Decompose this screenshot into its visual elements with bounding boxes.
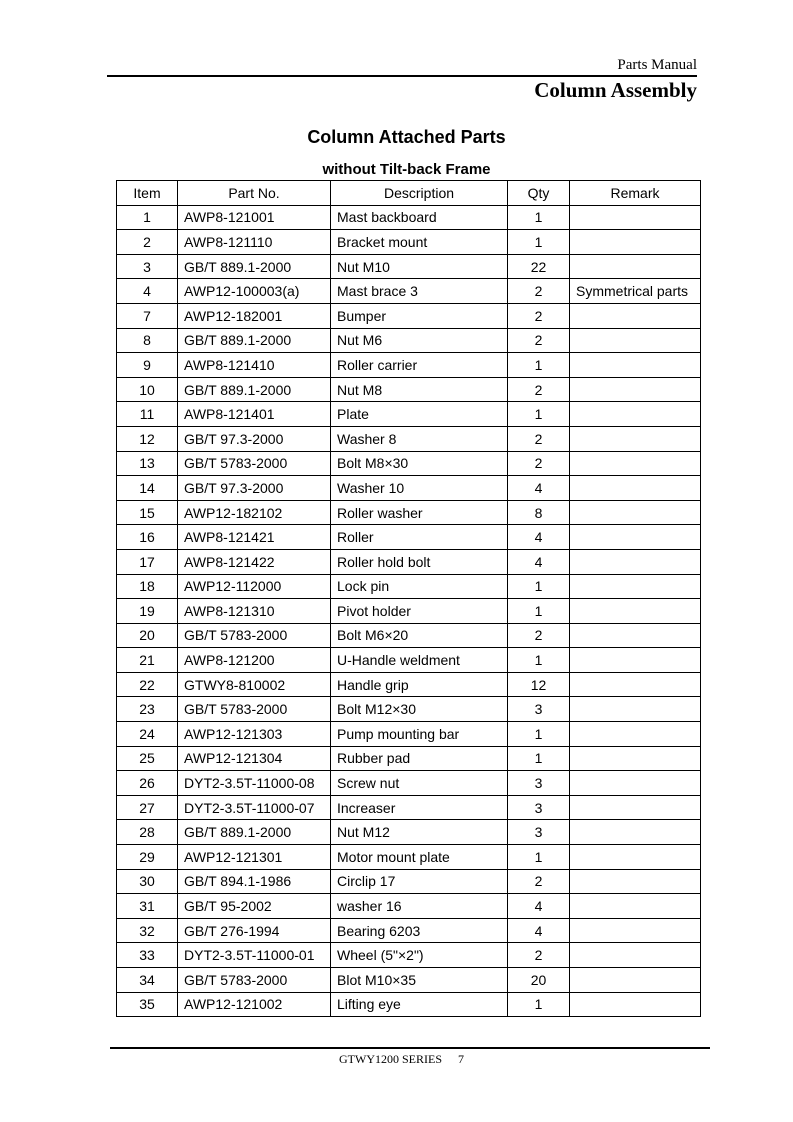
table-row — [117, 623, 701, 648]
cell-description: Nut M10 — [331, 254, 508, 279]
cell-qty: 2 — [508, 943, 570, 968]
cell-part-no: AWP12-112000 — [178, 574, 331, 599]
cell-qty: 4 — [508, 525, 570, 550]
cell-qty: 20 — [508, 968, 570, 993]
cell-qty: 2 — [508, 623, 570, 648]
cell-item: 3 — [117, 254, 178, 279]
cell-description: Roller — [331, 525, 508, 550]
table-row — [117, 353, 701, 378]
cell-item: 25 — [117, 746, 178, 771]
cell-part-no: GB/T 889.1-2000 — [178, 254, 331, 279]
cell-part-no: GB/T 889.1-2000 — [178, 820, 331, 845]
cell-item: 23 — [117, 697, 178, 722]
cell-remark — [570, 648, 701, 673]
cell-qty: 1 — [508, 230, 570, 255]
cell-part-no: AWP12-121303 — [178, 722, 331, 747]
table-row — [117, 574, 701, 599]
page-title: Column Attached Parts — [307, 127, 506, 147]
cell-description: Washer 8 — [331, 426, 508, 451]
cell-remark — [570, 697, 701, 722]
cell-description: Motor mount plate — [331, 845, 508, 870]
table-row — [117, 525, 701, 550]
cell-qty: 1 — [508, 599, 570, 624]
cell-description: Plate — [331, 402, 508, 427]
cell-item: 16 — [117, 525, 178, 550]
cell-qty: 2 — [508, 451, 570, 476]
cell-item: 7 — [117, 303, 178, 328]
cell-description: Nut M8 — [331, 377, 508, 402]
column-header-item: Item — [117, 181, 178, 206]
cell-item: 22 — [117, 672, 178, 697]
column-header-qty: Qty — [508, 181, 570, 206]
cell-qty: 2 — [508, 869, 570, 894]
cell-item: 20 — [117, 623, 178, 648]
cell-remark — [570, 623, 701, 648]
cell-remark — [570, 845, 701, 870]
cell-part-no: AWP12-121301 — [178, 845, 331, 870]
cell-description: Roller carrier — [331, 353, 508, 378]
cell-description: Lock pin — [331, 574, 508, 599]
cell-item: 29 — [117, 845, 178, 870]
table-row — [117, 599, 701, 624]
cell-description: Nut M12 — [331, 820, 508, 845]
cell-item: 30 — [117, 869, 178, 894]
cell-description: Nut M6 — [331, 328, 508, 353]
cell-part-no: AWP12-121304 — [178, 746, 331, 771]
parts-table — [116, 180, 701, 1017]
table-row — [117, 869, 701, 894]
cell-description: Mast brace 3 — [331, 279, 508, 304]
cell-remark — [570, 968, 701, 993]
table-row — [117, 722, 701, 747]
parts-table-body — [117, 205, 701, 1017]
cell-item: 15 — [117, 500, 178, 525]
cell-description: Roller washer — [331, 500, 508, 525]
header-manual-label: Parts Manual — [617, 57, 697, 73]
cell-qty: 1 — [508, 992, 570, 1017]
cell-description: Pivot holder — [331, 599, 508, 624]
cell-part-no: AWP8-121422 — [178, 549, 331, 574]
cell-remark — [570, 722, 701, 747]
cell-remark — [570, 377, 701, 402]
cell-remark — [570, 746, 701, 771]
cell-description: Wheel (5"×2") — [331, 943, 508, 968]
table-row — [117, 500, 701, 525]
table-row — [117, 230, 701, 255]
cell-remark — [570, 402, 701, 427]
cell-description: Circlip 17 — [331, 869, 508, 894]
cell-qty: 4 — [508, 549, 570, 574]
cell-remark: Symmetrical parts — [570, 279, 701, 304]
table-row — [117, 549, 701, 574]
cell-item: 35 — [117, 992, 178, 1017]
cell-qty: 1 — [508, 402, 570, 427]
cell-remark — [570, 353, 701, 378]
table-row — [117, 303, 701, 328]
cell-description: Bearing 6203 — [331, 918, 508, 943]
cell-item: 24 — [117, 722, 178, 747]
cell-part-no: DYT2-3.5T-11000-01 — [178, 943, 331, 968]
table-row — [117, 451, 701, 476]
cell-item: 2 — [117, 230, 178, 255]
cell-part-no: AWP8-121310 — [178, 599, 331, 624]
cell-qty: 1 — [508, 746, 570, 771]
table-row — [117, 697, 701, 722]
cell-item: 18 — [117, 574, 178, 599]
footer-rule — [110, 1047, 710, 1049]
table-row — [117, 402, 701, 427]
cell-item: 21 — [117, 648, 178, 673]
column-header-remark: Remark — [570, 181, 701, 206]
cell-description: Bumper — [331, 303, 508, 328]
cell-remark — [570, 869, 701, 894]
cell-part-no: AWP12-100003(a) — [178, 279, 331, 304]
table-row — [117, 426, 701, 451]
cell-qty: 4 — [508, 476, 570, 501]
cell-part-no: GB/T 889.1-2000 — [178, 328, 331, 353]
cell-qty: 3 — [508, 820, 570, 845]
cell-description: Lifting eye — [331, 992, 508, 1017]
cell-item: 1 — [117, 205, 178, 230]
cell-qty: 3 — [508, 795, 570, 820]
cell-part-no: GB/T 276-1994 — [178, 918, 331, 943]
cell-remark — [570, 574, 701, 599]
cell-part-no: AWP8-121401 — [178, 402, 331, 427]
cell-part-no: GB/T 95-2002 — [178, 894, 331, 919]
cell-description: Washer 10 — [331, 476, 508, 501]
cell-qty: 4 — [508, 918, 570, 943]
cell-part-no: GB/T 97.3-2000 — [178, 476, 331, 501]
cell-remark — [570, 426, 701, 451]
header-rule — [107, 75, 697, 77]
cell-description: Bracket mount — [331, 230, 508, 255]
cell-part-no: GTWY8-810002 — [178, 672, 331, 697]
cell-description: Screw nut — [331, 771, 508, 796]
cell-part-no: AWP8-121001 — [178, 205, 331, 230]
cell-part-no: AWP12-121002 — [178, 992, 331, 1017]
table-row — [117, 943, 701, 968]
cell-item: 31 — [117, 894, 178, 919]
column-header-part-no: Part No. — [178, 181, 331, 206]
cell-qty: 1 — [508, 353, 570, 378]
table-row — [117, 279, 701, 304]
cell-part-no: GB/T 889.1-2000 — [178, 377, 331, 402]
cell-remark — [570, 500, 701, 525]
table-row — [117, 820, 701, 845]
cell-qty: 1 — [508, 574, 570, 599]
table-row — [117, 894, 701, 919]
page-subtitle: without Tilt-back Frame — [322, 161, 491, 178]
header-section-title: Column Assembly — [534, 78, 697, 102]
cell-remark — [570, 894, 701, 919]
table-row — [117, 254, 701, 279]
cell-description: Bolt M6×20 — [331, 623, 508, 648]
cell-qty: 2 — [508, 279, 570, 304]
cell-remark — [570, 795, 701, 820]
cell-description: U-Handle weldment — [331, 648, 508, 673]
cell-part-no: DYT2-3.5T-11000-07 — [178, 795, 331, 820]
cell-remark — [570, 549, 701, 574]
table-row — [117, 377, 701, 402]
cell-part-no: DYT2-3.5T-11000-08 — [178, 771, 331, 796]
cell-item: 33 — [117, 943, 178, 968]
cell-description: washer 16 — [331, 894, 508, 919]
table-row — [117, 771, 701, 796]
cell-remark — [570, 230, 701, 255]
cell-description: Roller hold bolt — [331, 549, 508, 574]
cell-qty: 12 — [508, 672, 570, 697]
cell-description: Handle grip — [331, 672, 508, 697]
cell-item: 17 — [117, 549, 178, 574]
footer-series: GTWY1200 SERIES — [339, 1052, 442, 1066]
cell-part-no: GB/T 5783-2000 — [178, 697, 331, 722]
cell-remark — [570, 992, 701, 1017]
cell-qty: 1 — [508, 205, 570, 230]
table-header-row — [117, 181, 701, 206]
cell-part-no: AWP8-121421 — [178, 525, 331, 550]
cell-remark — [570, 205, 701, 230]
cell-description: Mast backboard — [331, 205, 508, 230]
table-row — [117, 746, 701, 771]
cell-part-no: GB/T 5783-2000 — [178, 968, 331, 993]
cell-remark — [570, 820, 701, 845]
cell-item: 9 — [117, 353, 178, 378]
cell-qty: 3 — [508, 771, 570, 796]
cell-qty: 1 — [508, 845, 570, 870]
table-row — [117, 968, 701, 993]
table-row — [117, 845, 701, 870]
cell-item: 10 — [117, 377, 178, 402]
cell-item: 28 — [117, 820, 178, 845]
table-row — [117, 672, 701, 697]
table-row — [117, 328, 701, 353]
cell-remark — [570, 476, 701, 501]
cell-remark — [570, 254, 701, 279]
cell-part-no: AWP8-121200 — [178, 648, 331, 673]
table-row — [117, 795, 701, 820]
cell-qty: 1 — [508, 722, 570, 747]
cell-description: Increaser — [331, 795, 508, 820]
table-row — [117, 992, 701, 1017]
cell-part-no: AWP12-182001 — [178, 303, 331, 328]
cell-item: 4 — [117, 279, 178, 304]
cell-item: 27 — [117, 795, 178, 820]
cell-part-no: AWP8-121110 — [178, 230, 331, 255]
cell-qty: 2 — [508, 377, 570, 402]
cell-remark — [570, 451, 701, 476]
cell-remark — [570, 672, 701, 697]
cell-part-no: GB/T 5783-2000 — [178, 451, 331, 476]
cell-qty: 4 — [508, 894, 570, 919]
cell-description: Bolt M12×30 — [331, 697, 508, 722]
page-number: 7 — [458, 1052, 464, 1066]
cell-remark — [570, 599, 701, 624]
cell-description: Blot M10×35 — [331, 968, 508, 993]
cell-qty: 1 — [508, 648, 570, 673]
cell-remark — [570, 525, 701, 550]
cell-qty: 3 — [508, 697, 570, 722]
cell-remark — [570, 328, 701, 353]
cell-qty: 2 — [508, 328, 570, 353]
cell-item: 13 — [117, 451, 178, 476]
cell-remark — [570, 771, 701, 796]
cell-part-no: GB/T 5783-2000 — [178, 623, 331, 648]
cell-item: 12 — [117, 426, 178, 451]
cell-qty: 2 — [508, 426, 570, 451]
cell-qty: 22 — [508, 254, 570, 279]
cell-item: 14 — [117, 476, 178, 501]
cell-remark — [570, 303, 701, 328]
cell-qty: 8 — [508, 500, 570, 525]
cell-description: Rubber pad — [331, 746, 508, 771]
table-row — [117, 205, 701, 230]
column-header-description: Description — [331, 181, 508, 206]
cell-item: 8 — [117, 328, 178, 353]
cell-item: 34 — [117, 968, 178, 993]
cell-remark — [570, 943, 701, 968]
cell-item: 26 — [117, 771, 178, 796]
cell-part-no: GB/T 97.3-2000 — [178, 426, 331, 451]
cell-qty: 2 — [508, 303, 570, 328]
footer — [0, 1052, 793, 1067]
cell-part-no: AWP8-121410 — [178, 353, 331, 378]
table-row — [117, 918, 701, 943]
cell-description: Bolt M8×30 — [331, 451, 508, 476]
cell-part-no: GB/T 894.1-1986 — [178, 869, 331, 894]
table-row — [117, 476, 701, 501]
cell-item: 11 — [117, 402, 178, 427]
table-row — [117, 648, 701, 673]
cell-description: Pump mounting bar — [331, 722, 508, 747]
cell-item: 32 — [117, 918, 178, 943]
cell-part-no: AWP12-182102 — [178, 500, 331, 525]
cell-remark — [570, 918, 701, 943]
cell-item: 19 — [117, 599, 178, 624]
